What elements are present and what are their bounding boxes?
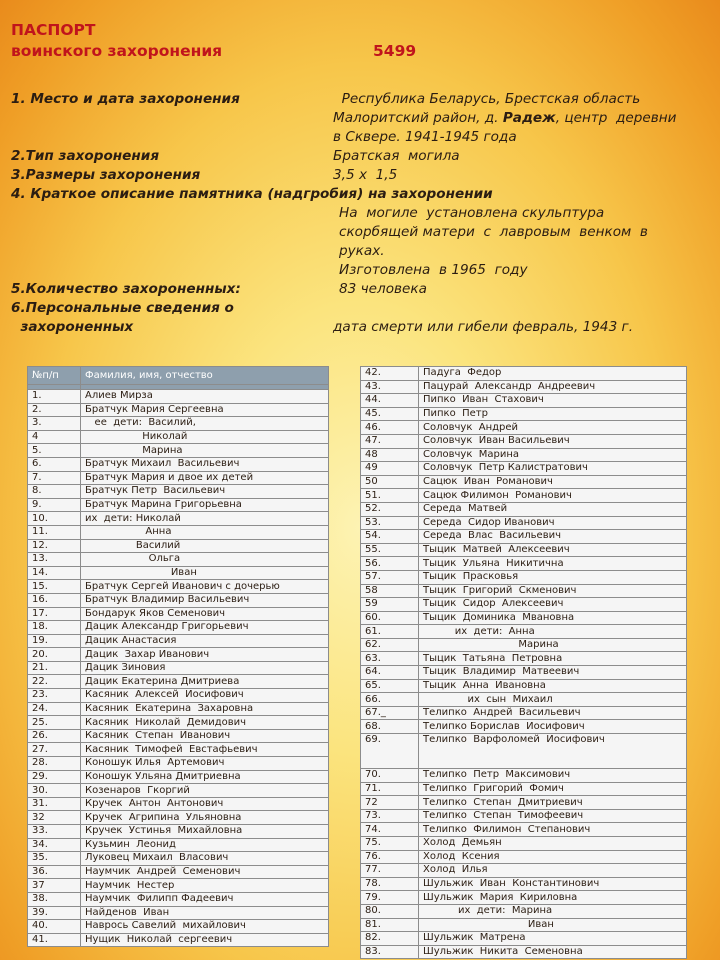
- row-name: Дацик Захар Иванович: [81, 648, 329, 662]
- table-row: [28, 621, 329, 635]
- row-name: Анна: [81, 525, 329, 539]
- row-number: 22.: [28, 675, 81, 689]
- row-number: 51.: [361, 489, 419, 503]
- row-name: Коношук Ульяна Дмитриевна: [81, 770, 329, 784]
- row-name: Пипко Петр: [419, 407, 687, 421]
- row-number: 80.: [361, 904, 419, 918]
- row-number: 71.: [361, 782, 419, 796]
- row-number: 44.: [361, 394, 419, 408]
- row-number: 66.: [361, 693, 419, 707]
- table-row: [28, 525, 329, 539]
- table-row: [28, 648, 329, 662]
- row-name: Нущик Николай сергеевич: [81, 933, 329, 947]
- table-row: [361, 516, 687, 530]
- row-number: 3.: [28, 417, 81, 431]
- row-name: их дети: Анна: [419, 625, 687, 639]
- row-number: 18.: [28, 621, 81, 635]
- table-row: [361, 502, 687, 516]
- row-name: Наврось Савелий михайлович: [81, 920, 329, 934]
- row-number: 49: [361, 462, 419, 476]
- field-type-label: 2.Тип захоронения: [11, 148, 160, 164]
- table-row: [28, 566, 329, 580]
- row-number: 82.: [361, 932, 419, 946]
- table-row: [28, 607, 329, 621]
- row-number: 79.: [361, 891, 419, 905]
- row-number: 21.: [28, 661, 81, 675]
- row-number: 57.: [361, 570, 419, 584]
- row-name: Телипко Петр Максимович: [419, 769, 687, 783]
- table-row: [361, 448, 687, 462]
- row-number: 62.: [361, 638, 419, 652]
- table-row: [28, 417, 329, 431]
- table-row: [28, 485, 329, 499]
- row-name: Холод Демьян: [419, 837, 687, 851]
- row-name: Наумчик Андрей Семенович: [81, 865, 329, 879]
- table-row: [361, 706, 687, 720]
- row-number: 9.: [28, 498, 81, 512]
- table-row: [28, 702, 329, 716]
- table-row: [361, 666, 687, 680]
- row-number: 56.: [361, 557, 419, 571]
- table-row: [361, 679, 687, 693]
- table-row: [361, 611, 687, 625]
- table-row: [361, 421, 687, 435]
- row-name: Марина: [419, 638, 687, 652]
- row-number: 63.: [361, 652, 419, 666]
- table-row: [28, 797, 329, 811]
- table-row: [361, 475, 687, 489]
- table-row: [28, 852, 329, 866]
- table-row: [28, 403, 329, 417]
- table-row: [361, 394, 687, 408]
- row-name: Бондарук Яков Семенович: [81, 607, 329, 621]
- row-number: 54.: [361, 530, 419, 544]
- row-number: 52.: [361, 502, 419, 516]
- table-row: [361, 638, 687, 652]
- row-number: 68.: [361, 720, 419, 734]
- table-row: [361, 945, 687, 959]
- row-name: Телипко Борислав Иосифович: [419, 720, 687, 734]
- table-row: [361, 380, 687, 394]
- field-type-value: Братская могила: [333, 148, 460, 164]
- row-name: Тыцик Прасковья: [419, 570, 687, 584]
- row-number: 10.: [28, 512, 81, 526]
- row-name: Касяник Екатерина Захаровна: [81, 702, 329, 716]
- table-row: [361, 769, 687, 783]
- field-count-label: 5.Количество захороненных:: [11, 281, 241, 297]
- table-row: [361, 809, 687, 823]
- row-number: 77.: [361, 864, 419, 878]
- field-personal-label-1: 6.Персональные сведения о: [11, 300, 234, 316]
- row-number: 65.: [361, 679, 419, 693]
- table-row: [361, 462, 687, 476]
- table-row: [361, 625, 687, 639]
- row-number: 31.: [28, 797, 81, 811]
- row-number: 59: [361, 598, 419, 612]
- row-name: их дети: Марина: [419, 904, 687, 918]
- row-name: Шульжик Мария Кириловна: [419, 891, 687, 905]
- row-name: Середа Влас Васильевич: [419, 530, 687, 544]
- row-name: Середа Сидор Иванович: [419, 516, 687, 530]
- row-number: 37: [28, 879, 81, 893]
- row-number: 38.: [28, 892, 81, 906]
- row-name: Кручек Антон Антонович: [81, 797, 329, 811]
- table-row: [28, 553, 329, 567]
- row-number: 61.: [361, 625, 419, 639]
- table-row: [28, 580, 329, 594]
- row-name: Ольга: [81, 553, 329, 567]
- table-row: [28, 784, 329, 798]
- row-number: 76.: [361, 850, 419, 864]
- burial-list-right: [360, 366, 687, 959]
- row-name: Братчук Сергей Иванович с дочерью: [81, 580, 329, 594]
- row-number: 53.: [361, 516, 419, 530]
- row-name: Тыцик Доминика Мвановна: [419, 611, 687, 625]
- header-number: №п/п: [28, 367, 81, 385]
- row-name: Телипко Степан Тимофеевич: [419, 809, 687, 823]
- table-row: [28, 811, 329, 825]
- field-description-value-1: На могиле установлена скульптура: [339, 205, 605, 221]
- table-row: [28, 498, 329, 512]
- row-number: 2.: [28, 403, 81, 417]
- field-size-value: 3,5 х 1,5: [333, 167, 398, 183]
- table-row: [28, 757, 329, 771]
- row-number: 60.: [361, 611, 419, 625]
- row-name: ее дети: Василий,: [81, 417, 329, 431]
- row-name: Тыцик Анна Ивановна: [419, 679, 687, 693]
- row-name: Василий: [81, 539, 329, 553]
- row-number: 19.: [28, 634, 81, 648]
- field-size-label: 3.Размеры захоронения: [11, 167, 201, 183]
- table-row: [361, 652, 687, 666]
- row-name: Дацик Анастасия: [81, 634, 329, 648]
- table-row: [28, 689, 329, 703]
- table-row: [361, 796, 687, 810]
- table-row: [361, 434, 687, 448]
- table-row: [361, 837, 687, 851]
- row-number: 41.: [28, 933, 81, 947]
- field-count-value: 83 человека: [339, 281, 427, 297]
- field-description-value-4: Изготовлена в 1965 году: [339, 262, 528, 278]
- table-row: [28, 471, 329, 485]
- row-name: Шульжик Матрена: [419, 932, 687, 946]
- table-row: [28, 675, 329, 689]
- row-name: Середа Матвей: [419, 502, 687, 516]
- row-name: Марина: [81, 444, 329, 458]
- row-number: 74.: [361, 823, 419, 837]
- row-number: 50: [361, 475, 419, 489]
- row-name: Кузьмин Леонид: [81, 838, 329, 852]
- table-row: [361, 367, 687, 381]
- row-number: 70.: [361, 769, 419, 783]
- row-name: Наумчик Нестер: [81, 879, 329, 893]
- table-row: [28, 933, 329, 947]
- table-row: [28, 770, 329, 784]
- row-name: их дети: Николай: [81, 512, 329, 526]
- table-row: [361, 570, 687, 584]
- table-row: [28, 729, 329, 743]
- row-name: Дацик Александр Григорьевич: [81, 621, 329, 635]
- row-name: Сацюк Филимон Романович: [419, 489, 687, 503]
- row-number: 72: [361, 796, 419, 810]
- table-row: [361, 407, 687, 421]
- row-name: Шульжик Иван Константинович: [419, 877, 687, 891]
- field-description-value-3: руках.: [339, 243, 385, 259]
- row-name: Братчук Михаил Васильевич: [81, 457, 329, 471]
- table-row: [28, 390, 329, 404]
- table-row: [361, 877, 687, 891]
- table-row: [361, 720, 687, 734]
- row-name: Алиев Мирза: [81, 390, 329, 404]
- row-number: 15.: [28, 580, 81, 594]
- row-name: Иван: [419, 918, 687, 932]
- row-number: 1.: [28, 390, 81, 404]
- table-row: [28, 865, 329, 879]
- row-number: 20.: [28, 648, 81, 662]
- row-name: Тыцик Сидор Алексеевич: [419, 598, 687, 612]
- row-number: 6.: [28, 457, 81, 471]
- row-name: Касяник Алексей Иосифович: [81, 689, 329, 703]
- table-row: [361, 918, 687, 932]
- table-row: [28, 838, 329, 852]
- field-description-value-2: скорбящей матери с лавровым венком в: [339, 224, 648, 240]
- table-row: [28, 512, 329, 526]
- row-name: Дацик Зиновия: [81, 661, 329, 675]
- row-name: Тыцик Владимир Матвеевич: [419, 666, 687, 680]
- table-row: [361, 891, 687, 905]
- passport-fields: [11, 90, 711, 337]
- row-number: 42.: [361, 367, 419, 381]
- row-name: Телипко Григорий Фомич: [419, 782, 687, 796]
- table-row: [28, 892, 329, 906]
- row-number: 45.: [361, 407, 419, 421]
- row-name: Кручек Агрипина Ульяновна: [81, 811, 329, 825]
- row-number: 14.: [28, 566, 81, 580]
- row-name: Тыцик Матвей Алексеевич: [419, 543, 687, 557]
- row-number: 23.: [28, 689, 81, 703]
- table-row: [361, 850, 687, 864]
- burial-number: 5499: [373, 42, 417, 60]
- table-row: [28, 634, 329, 648]
- field-place-label: 1. Место и дата захоронения: [11, 91, 240, 107]
- row-number: 35.: [28, 852, 81, 866]
- table-row: [28, 661, 329, 675]
- row-number: 46.: [361, 421, 419, 435]
- row-number: 4: [28, 430, 81, 444]
- field-personal-value: дата смерти или гибели февраль, 1943 г.: [333, 319, 634, 335]
- row-name: Холод Ксения: [419, 850, 687, 864]
- row-number: 36.: [28, 865, 81, 879]
- row-number: 34.: [28, 838, 81, 852]
- table-row: [28, 743, 329, 757]
- row-number: 75.: [361, 837, 419, 851]
- row-number: 64.: [361, 666, 419, 680]
- table-row: [28, 593, 329, 607]
- title-line-2: воинского захоронения: [11, 42, 223, 60]
- row-number: 58: [361, 584, 419, 598]
- row-name: Иван: [81, 566, 329, 580]
- row-number: 17.: [28, 607, 81, 621]
- field-place-value-2: Малоритский район, д. Радеж, центр деревни: [333, 110, 677, 126]
- row-number: 12.: [28, 539, 81, 553]
- row-number: 28.: [28, 757, 81, 771]
- table-row: [361, 904, 687, 918]
- row-name: Сацюк Иван Романович: [419, 475, 687, 489]
- row-name: Телипко Филимон Степанович: [419, 823, 687, 837]
- row-name: Соловчук Иван Васильевич: [419, 434, 687, 448]
- row-name: Братчук Мария Сергеевна: [81, 403, 329, 417]
- row-name: Найденов Иван: [81, 906, 329, 920]
- row-name: Луковец Михаил Власович: [81, 852, 329, 866]
- row-number: 55.: [361, 543, 419, 557]
- row-number: 73.: [361, 809, 419, 823]
- row-name: Телипко Андрей Васильевич: [419, 706, 687, 720]
- row-number: 8.: [28, 485, 81, 499]
- row-number: 32: [28, 811, 81, 825]
- header-name: Фамилия, имя, отчество: [81, 367, 329, 385]
- row-number: 7.: [28, 471, 81, 485]
- row-number: 27.: [28, 743, 81, 757]
- row-number: 67._: [361, 706, 419, 720]
- row-number: 29.: [28, 770, 81, 784]
- title-line-1: ПАСПОРТ: [11, 21, 96, 39]
- field-place-value-1: Республика Беларусь, Брестская область: [333, 91, 641, 107]
- row-name: Тыцик Татьяна Петровна: [419, 652, 687, 666]
- row-name: Пипко Иван Стахович: [419, 394, 687, 408]
- table-row: [28, 906, 329, 920]
- row-name: Соловчук Петр Калистратович: [419, 462, 687, 476]
- table-row: [361, 557, 687, 571]
- row-name: Падуга Федор: [419, 367, 687, 381]
- row-number: 40.: [28, 920, 81, 934]
- row-number: 26.: [28, 729, 81, 743]
- row-number: 16.: [28, 593, 81, 607]
- table-row: [361, 584, 687, 598]
- table-row: [361, 530, 687, 544]
- table-row: [28, 879, 329, 893]
- row-name: Холод Илья: [419, 864, 687, 878]
- row-number: 69.: [361, 734, 419, 769]
- row-name: Телипко Варфоломей Иосифович: [419, 734, 687, 769]
- table-row: [361, 598, 687, 612]
- row-name: Касяник Степан Иванович: [81, 729, 329, 743]
- row-number: 48: [361, 448, 419, 462]
- row-name: Соловчук Марина: [419, 448, 687, 462]
- table-row: [361, 932, 687, 946]
- burial-list-left: [27, 366, 329, 947]
- table-row: [361, 782, 687, 796]
- row-name: Тыцик Ульяна Никитична: [419, 557, 687, 571]
- table-row: [361, 734, 687, 769]
- field-place-value-3: в Сквере. 1941-1945 года: [333, 129, 517, 145]
- table-row: [28, 539, 329, 553]
- row-name: Тыцик Григорий Скменович: [419, 584, 687, 598]
- row-name: Пацурай Александр Андреевич: [419, 380, 687, 394]
- table-row: [361, 864, 687, 878]
- row-number: 47.: [361, 434, 419, 448]
- table-row: [361, 543, 687, 557]
- table-row: [361, 823, 687, 837]
- row-number: 24.: [28, 702, 81, 716]
- row-number: 43.: [361, 380, 419, 394]
- row-name: Братчук Владимир Васильевич: [81, 593, 329, 607]
- table-row: [28, 825, 329, 839]
- field-personal-label-2: захороненных: [11, 319, 134, 335]
- row-name: Соловчук Андрей: [419, 421, 687, 435]
- table-row: [28, 716, 329, 730]
- row-name: Братчук Марина Григорьевна: [81, 498, 329, 512]
- row-name: Братчук Петр Васильевич: [81, 485, 329, 499]
- table-header: [28, 367, 329, 385]
- row-number: 13.: [28, 553, 81, 567]
- row-number: 39.: [28, 906, 81, 920]
- row-number: 81.: [361, 918, 419, 932]
- field-description-label: 4. Краткое описание памятника (надгробия) на захоронении: [11, 186, 493, 202]
- row-name: Николай: [81, 430, 329, 444]
- row-name: Наумчик Филипп Фадеевич: [81, 892, 329, 906]
- row-name: Братчук Мария и двое их детей: [81, 471, 329, 485]
- row-number: 30.: [28, 784, 81, 798]
- row-name: Кручек Устинья Михайловна: [81, 825, 329, 839]
- passport-title: [11, 20, 417, 62]
- row-name: Шульжик Никита Семеновна: [419, 945, 687, 959]
- row-name: Касяник Николай Демидович: [81, 716, 329, 730]
- row-number: 11.: [28, 525, 81, 539]
- row-name: Козенаров Гкоргий: [81, 784, 329, 798]
- table-row: [28, 444, 329, 458]
- table-row: [28, 920, 329, 934]
- row-name: Касяник Тимофей Евстафьевич: [81, 743, 329, 757]
- row-name: их сын Михаил: [419, 693, 687, 707]
- row-number: 25.: [28, 716, 81, 730]
- table-row: [361, 693, 687, 707]
- row-number: 83.: [361, 945, 419, 959]
- row-number: 5.: [28, 444, 81, 458]
- row-name: Дацик Екатерина Дмитриева: [81, 675, 329, 689]
- row-name: Телипко Степан Дмитриевич: [419, 796, 687, 810]
- row-number: 78.: [361, 877, 419, 891]
- table-row: [28, 457, 329, 471]
- table-row: [28, 430, 329, 444]
- table-row: [361, 489, 687, 503]
- row-number: 33.: [28, 825, 81, 839]
- row-name: Коношук Илья Артемович: [81, 757, 329, 771]
